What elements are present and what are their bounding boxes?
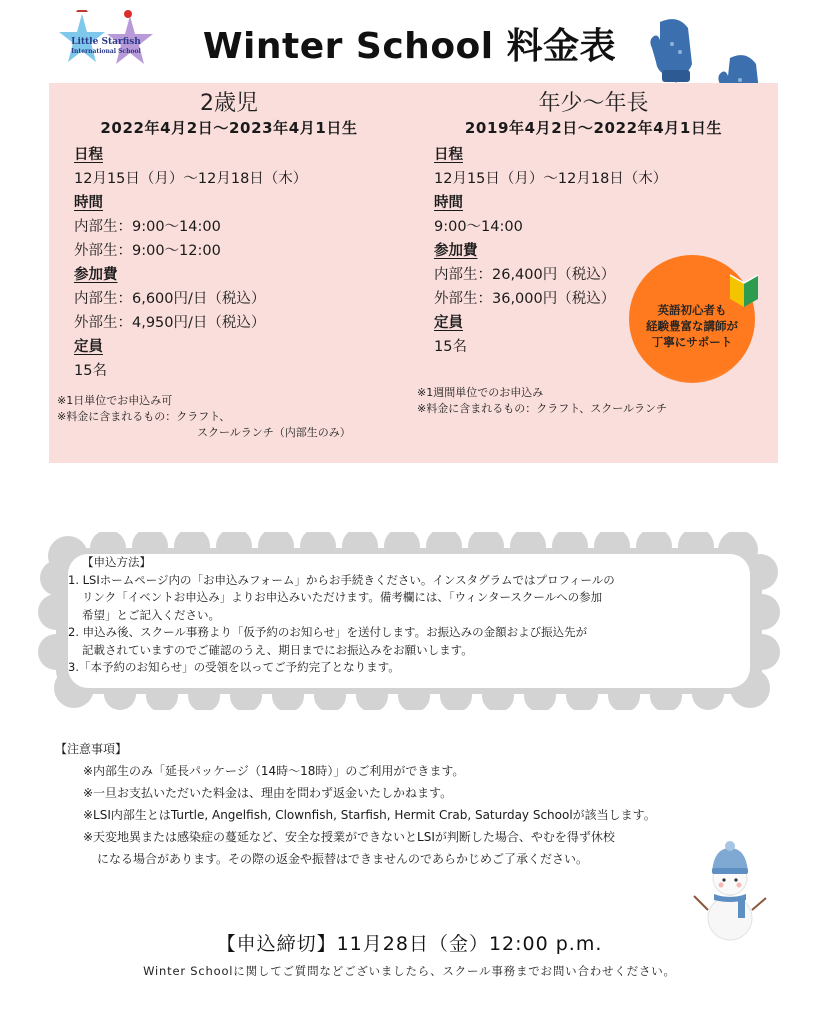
- preschool-title: 年少～年長: [538, 91, 649, 116]
- age2-title: 2歳児: [200, 91, 258, 116]
- age2-notes: ※1日単位でお申込み可 ※料金に含まれるもの：クラフト、 スクールランチ（内部生のみ）: [57, 394, 351, 439]
- age2-time-label: 時間: [74, 195, 103, 211]
- age2-time-external: 外部生：9:00～12:00: [74, 243, 221, 259]
- age2-column: [49, 83, 409, 441]
- age2-capacity: 15名: [74, 363, 107, 379]
- preschool-fee-external: 外部生：36,000円（税込）: [434, 291, 616, 307]
- apply-step-1-cont2: 希望」とご記入ください。: [82, 607, 220, 622]
- caution-item: ※天変地異または感染症の蔓延など、安全な授業ができないとLSIが判断した場合、やむを得ず休校: [83, 830, 615, 844]
- age2-fee-internal: 内部生：6,600円/日（税込）: [74, 291, 266, 307]
- apply-step-1: 1. LSIホームページ内の「お申込みフォーム」からお手続きください。インスタグラムではプロフィールの: [68, 572, 615, 587]
- apply-step-2-cont: 記載されていますのでご確認のうえ、期日までにお振込みをお願いします。: [82, 642, 473, 657]
- preschool-notes: ※1週間単位でのお申込み ※料金に含まれるもの：クラフト、スクールランチ: [417, 386, 668, 415]
- badge-line-3: 丁寧にサポート: [651, 335, 733, 349]
- logo-subname: International School: [71, 48, 141, 55]
- caution-item-cont: になる場合があります。その際の返金や振替はできませんのであらかじめご了承ください。: [97, 852, 589, 866]
- preschool-schedule-label: 日程: [434, 147, 463, 163]
- age2-born-range: 2022年4月2日～2023年4月1日生: [100, 119, 358, 137]
- logo-name: Little Starfish: [71, 37, 141, 47]
- caution-item: ※一旦お支払いただいた料金は、理由を問わず返金いたしかねます。: [83, 786, 453, 800]
- preschool-born-range: 2019年4月2日～2022年4月1日生: [464, 119, 723, 137]
- age2-fee-external: 外部生：4,950円/日（税込）: [74, 315, 266, 331]
- age2-schedule-label: 日程: [74, 147, 103, 163]
- preschool-capacity: 15名: [434, 339, 467, 355]
- beginner-mark-icon: [726, 269, 762, 309]
- preschool-schedule: 12月15日（月）～12月18日（木）: [434, 171, 668, 187]
- age2-schedule: 12月15日（月）～12月18日（木）: [74, 171, 308, 187]
- caution-item: ※LSI内部生とはTurtle, Angelfish, Clownfish, Starfish, Hermit Crab, Saturday Schoolが該当します。: [83, 808, 656, 822]
- apply-step-3: 3.「本予約のお知らせ」の受領を以ってご予約完了となります。: [68, 660, 400, 674]
- preschool-time: 9:00～14:00: [434, 219, 523, 235]
- age2-capacity-label: 定員: [74, 339, 103, 355]
- age2-fee-label: 参加費: [74, 267, 118, 283]
- apply-heading: 【申込方法】: [82, 555, 151, 569]
- application-deadline: 【申込締切】11月28日（金）12:00 p.m.: [216, 933, 603, 955]
- snowman-icon: [690, 838, 768, 943]
- cautions-section: [55, 738, 775, 870]
- badge-line-2: 経験豊富な講師が: [646, 319, 738, 333]
- preschool-time-label: 時間: [434, 195, 463, 211]
- application-method: [62, 554, 742, 677]
- preschool-capacity-label: 定員: [434, 315, 463, 331]
- apply-step-1-cont: リンク「イベントお申込み」よりお申込みいただけます。備考欄には、「ウィンタースクールへの参加: [82, 590, 603, 604]
- age2-time-internal: 内部生：9:00～14:00: [74, 219, 221, 235]
- caution-item: ※内部生のみ「延長パッケージ（14時～18時）」のご利用ができます。: [83, 764, 465, 778]
- preschool-fee-internal: 内部生：26,400円（税込）: [434, 267, 616, 283]
- footer-contact-note: Winter Schoolに関してご質問などございましたら、スクール事務までお問い合わせください。: [143, 964, 676, 978]
- apply-step-2: 2. 申込み後、スクール事務より「仮予約のお知らせ」を送付します。お振込みの金額および振込先が: [68, 625, 588, 639]
- badge-line-1: 英語初心者も: [657, 303, 727, 317]
- page-title: Winter School 料金表: [202, 26, 617, 67]
- cautions-heading: 【注意事項】: [55, 742, 128, 756]
- preschool-fee-label: 参加費: [434, 243, 478, 259]
